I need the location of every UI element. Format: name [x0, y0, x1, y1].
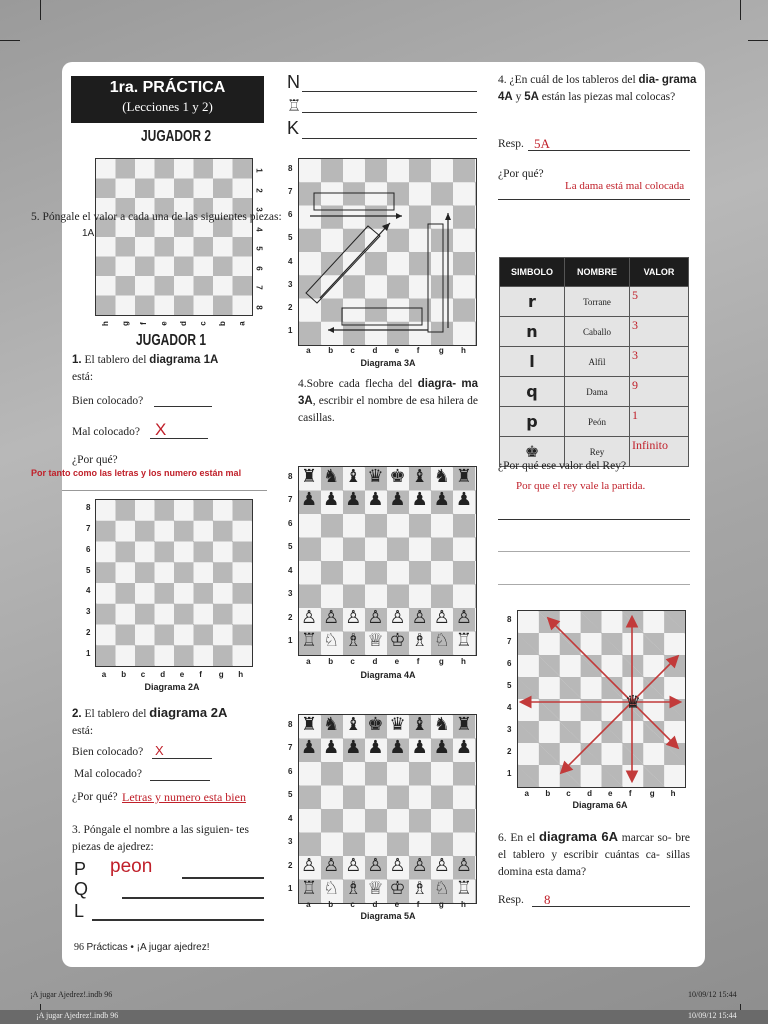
file-label: a: [237, 321, 247, 326]
diagram-1a-label: 1A: [82, 228, 95, 239]
table-header-name: NOMBRE: [565, 258, 630, 287]
chess-piece: ♙: [345, 607, 362, 628]
rank-label: 3: [254, 207, 264, 212]
rank-label: 4: [288, 813, 293, 823]
table-row: [500, 407, 689, 437]
rank-label: 2: [254, 187, 264, 193]
file-label: c: [350, 346, 355, 355]
ex1-bien-label: Bien colocado?: [72, 395, 144, 407]
chess-piece: ♟: [455, 737, 472, 758]
king-line-2[interactable]: [498, 551, 690, 552]
ex2-bien-answer: X: [155, 743, 164, 758]
legend-k-line[interactable]: [302, 138, 477, 139]
exercise-1-text: El tablero del: [84, 354, 147, 366]
chess-piece: ♙: [455, 607, 472, 628]
chess-piece: ♙: [300, 607, 318, 628]
chess-piece: ♟: [411, 489, 428, 510]
diagram-3a-arrows: [298, 158, 476, 345]
rank-label: 3: [507, 725, 512, 734]
exercise-2-text: El tablero del: [84, 708, 147, 720]
diagram-4a-label: Diagrama 4A: [360, 670, 416, 680]
ex4-why-line[interactable]: [498, 199, 690, 200]
rank-label: 6: [86, 544, 91, 554]
title-box: [71, 76, 264, 123]
ex1-why-answer: Por tanto como las letras y los numero están mal: [31, 468, 242, 478]
ex3-q-line[interactable]: [122, 897, 264, 899]
file-label: h: [460, 657, 466, 666]
chess-piece: ♕: [367, 878, 384, 899]
bottom-bar: [0, 1010, 768, 1024]
file-label: d: [160, 670, 166, 679]
ex4-resp-answer: 5A: [534, 136, 550, 151]
rank-label: 8: [507, 615, 512, 624]
file-label: c: [350, 900, 355, 909]
file-label: d: [587, 789, 592, 798]
ex3-p-label: P: [74, 859, 87, 879]
legend-k: K: [287, 118, 300, 138]
chess-piece: ♟: [345, 489, 362, 510]
ex6-bold: diagrama 6A: [539, 829, 618, 844]
diagram-2a-label: Diagrama 2A: [144, 682, 200, 692]
player1-label: JUGADOR 1: [136, 332, 207, 349]
exercise-2: [72, 704, 267, 740]
ex2-mal-label: Mal colocado?: [74, 768, 143, 780]
table-header-value: VALOR: [630, 258, 689, 287]
chess-piece: ♝: [411, 714, 428, 735]
ex1-bien-answer-line[interactable]: [154, 406, 212, 407]
crop-mark: [0, 40, 20, 41]
queen-piece: ♛: [624, 692, 642, 713]
file-label: f: [199, 670, 202, 679]
chess-piece: ♟: [411, 737, 428, 758]
chess-piece: ♚: [389, 466, 406, 487]
exercise-4: [498, 72, 698, 106]
chess-piece: ♟: [323, 737, 340, 758]
page-footer: [74, 942, 210, 953]
rank-label: 6: [288, 210, 293, 220]
ex3-p-answer: peon: [110, 856, 153, 877]
queen-move-arrows: [522, 618, 679, 780]
chess-piece: ♟: [323, 489, 340, 510]
chess-piece: ♘: [433, 878, 450, 899]
chess-piece: ♖: [455, 878, 472, 899]
rank-label: 4: [86, 586, 91, 596]
rank-2-box: [342, 308, 422, 325]
file-label: b: [217, 321, 227, 326]
ex4-why-label: ¿Por qué?: [498, 168, 544, 180]
file-label: b: [545, 789, 551, 798]
rank-label: 1: [288, 884, 293, 894]
chess-piece: ♚: [367, 714, 384, 735]
ex3-l-line[interactable]: [92, 919, 264, 921]
exercise-1: [72, 352, 267, 386]
rank-label: 2: [288, 612, 293, 622]
chess-piece: ♝: [345, 714, 362, 735]
ex4-bold3: 5A: [524, 91, 539, 103]
legend-r-line[interactable]: [302, 112, 477, 113]
chess-piece: ♖: [300, 630, 318, 651]
chess-piece: ♘: [323, 878, 340, 899]
chess-piece: ♞: [323, 714, 340, 735]
table-body: [500, 287, 689, 467]
chess-piece: ♙: [323, 855, 340, 876]
chess-piece: ♜: [300, 714, 318, 735]
crop-mark: [740, 0, 741, 20]
chess-piece: ♘: [433, 630, 450, 651]
chess-piece: ♙: [367, 607, 384, 628]
file-label: g: [438, 346, 444, 355]
diagram-6a-queen-moves: [517, 610, 685, 787]
file-label: d: [372, 657, 378, 666]
file-label: h: [670, 789, 676, 798]
file-label: f: [138, 322, 148, 325]
rank-label: 5: [288, 542, 293, 552]
diagram-2a-board: [95, 499, 253, 667]
chess-piece: ♗: [345, 878, 362, 899]
chess-piece: ♛: [367, 466, 384, 487]
chess-piece: ♞: [433, 466, 450, 487]
file-label: g: [438, 900, 444, 909]
file-label: e: [394, 346, 400, 355]
legend-n-line[interactable]: [302, 91, 477, 92]
exercise-6: [498, 828, 690, 881]
divider: [62, 490, 267, 491]
rank-label: 2: [507, 747, 512, 756]
file-label: c: [140, 670, 146, 679]
chess-piece: ♟: [455, 489, 472, 510]
file-label: e: [394, 657, 400, 666]
file-label: d: [372, 900, 378, 909]
chess-piece: ♔: [389, 878, 406, 899]
king-line-3[interactable]: [498, 584, 690, 585]
page-number: 96: [74, 942, 84, 953]
exercise-1-number: 1.: [72, 354, 82, 366]
chess-piece: ♙: [411, 855, 428, 876]
rook-icon: ♖: [287, 96, 302, 115]
ex1-mal-label: Mal colocado?: [72, 426, 141, 438]
piece-symbol: l: [500, 347, 565, 377]
ex4-text2: están las piezas mal colocas?: [541, 91, 676, 103]
chess-piece: ♟: [389, 737, 406, 758]
file-label: a: [101, 670, 107, 679]
ex4-why-answer: La dama está mal colocada: [565, 180, 685, 192]
file-f-box: [428, 224, 443, 332]
piece-value-table: [499, 257, 689, 467]
ex2-why-answer: Letras y numero esta bien: [122, 790, 246, 804]
file-label: h: [238, 670, 244, 679]
chess-piece: ♗: [411, 878, 428, 899]
piece-name: Torrane: [565, 287, 630, 317]
ex2-why-label: ¿Por qué?: [72, 791, 118, 803]
ex4-text-mid: y: [515, 91, 522, 103]
file-label: e: [394, 900, 400, 909]
chess-piece: ♞: [323, 466, 340, 487]
rank-label: 7: [507, 637, 512, 646]
ex2-mal-answer-line[interactable]: [150, 780, 210, 781]
table-header-symbol: SIMBOLO: [500, 258, 565, 287]
file-label: c: [566, 789, 571, 798]
chess-piece: ♟: [433, 489, 450, 510]
file-label: c: [198, 321, 208, 326]
rank-label: 6: [288, 766, 293, 776]
file-label: f: [628, 789, 632, 798]
rank-label: 4: [254, 226, 264, 232]
ex4a-text: 4.Sobre cada flecha del: [298, 378, 413, 390]
ex4a-bold2: ma 3A: [298, 378, 479, 407]
rank-label: 8: [288, 163, 293, 173]
rank-label: 5: [288, 233, 293, 243]
file-label: a: [306, 346, 311, 355]
table-row: [500, 347, 689, 377]
chess-piece: ♛: [389, 714, 406, 735]
piece-name: Dama: [565, 377, 630, 407]
chess-piece: ♟: [300, 737, 318, 758]
ex6-resp-line[interactable]: [532, 906, 690, 907]
file-label: a: [306, 657, 311, 666]
legend-n: N: [287, 72, 300, 92]
file-label: b: [328, 346, 334, 355]
diagram-6a-label: Diagrama 6A: [572, 800, 628, 810]
chess-piece: ♙: [411, 607, 428, 628]
ex4a-text2: , escribir el nombre de esa hilera de casillas.: [298, 395, 478, 424]
rank-label: 6: [288, 518, 293, 528]
rank-label: 1: [288, 636, 293, 646]
file-label: h: [460, 900, 466, 909]
piece-symbol: ♚: [500, 437, 565, 467]
file-label: g: [438, 657, 444, 666]
chess-piece: ♟: [367, 737, 384, 758]
slug-date: 10/09/12 15:44: [688, 990, 737, 999]
ex1-mal-answer: X: [155, 420, 167, 439]
file-label: c: [350, 657, 355, 666]
chess-piece: ♗: [411, 630, 428, 651]
chess-piece: ♟: [367, 489, 384, 510]
rank-label: 2: [288, 860, 293, 870]
rank-label: 3: [288, 589, 293, 599]
rank-label: 8: [288, 719, 293, 729]
file-label: a: [306, 900, 311, 909]
chess-piece: ♖: [455, 630, 472, 651]
ex4-text: 4. ¿En cuál de los tableros del: [498, 74, 636, 86]
file-label: g: [218, 670, 224, 679]
exercise-5-text: 5. Póngale el valor a cada una de las siguientes piezas:: [31, 211, 282, 223]
worksheet-page: [31, 62, 705, 967]
piece-value[interactable]: 9: [630, 377, 689, 407]
chess-piece: ♖: [300, 878, 318, 899]
arrowhead: [396, 213, 402, 219]
rank-label: 5: [288, 790, 293, 800]
slug-date-2: 10/09/12 15:44: [688, 1011, 737, 1020]
ex4-bold: dia-: [638, 74, 659, 86]
ex2-bien-answer-line[interactable]: [152, 758, 212, 759]
chess-piece: ♜: [300, 466, 318, 487]
king-answer: Por que el rey vale la partida.: [516, 480, 646, 492]
ex6-resp-answer: 8: [544, 892, 551, 907]
file-label: b: [328, 657, 334, 666]
file-label: f: [416, 346, 420, 355]
king-line-1[interactable]: [498, 519, 690, 520]
file-label: d: [178, 321, 188, 326]
crop-mark: [40, 0, 41, 20]
chess-piece: ♔: [389, 630, 406, 651]
rank-label: 1: [254, 168, 264, 173]
king-question: ¿Por qué ese valor del Rey?: [498, 460, 627, 472]
chess-piece: ♕: [367, 630, 384, 651]
file-label: e: [607, 789, 613, 798]
rank-label: 4: [288, 256, 293, 266]
table-row: [500, 377, 689, 407]
chess-piece: ♙: [367, 855, 384, 876]
slug-file-2: ¡A jugar Ajedrez!.indb 96: [36, 1011, 119, 1020]
page-subtitle: (Lecciones 1 y 2): [122, 99, 213, 114]
file-label: g: [120, 321, 130, 326]
file-label: h: [460, 346, 466, 355]
file-label: b: [121, 670, 127, 679]
chess-piece: ♙: [389, 607, 406, 628]
file-label: b: [328, 900, 334, 909]
slug-file: ¡A jugar Ajedrez!.indb 96: [30, 990, 113, 999]
rank-label: 7: [288, 186, 293, 196]
piece-value[interactable]: Infinito: [630, 437, 689, 467]
rank-label: 5: [507, 681, 512, 690]
chess-piece: ♙: [389, 855, 406, 876]
piece-value[interactable]: 3: [630, 317, 689, 347]
piece-name: Alfil: [565, 347, 630, 377]
chess-piece: ♞: [433, 714, 450, 735]
chess-piece: ♙: [455, 855, 472, 876]
chess-piece: ♟: [345, 737, 362, 758]
file-label: e: [159, 321, 169, 326]
file-label: g: [649, 789, 655, 798]
rank-label: 1: [86, 648, 91, 658]
piece-name: Caballo: [565, 317, 630, 347]
rank-label: 7: [86, 524, 91, 534]
rank-label: 7: [254, 285, 264, 290]
file-label: d: [372, 346, 378, 355]
piece-symbol: n: [500, 317, 565, 347]
rank-label: 2: [288, 303, 293, 313]
rank-7-box: [314, 193, 394, 210]
rank-label: 3: [86, 607, 91, 617]
ex4a-bold: diagra-: [417, 378, 457, 390]
chess-piece: ♗: [345, 630, 362, 651]
chess-piece: ♝: [411, 466, 428, 487]
chess-piece: ♟: [300, 489, 318, 510]
exercise-3-text: 3. Póngale el nombre a las siguien- tes piezas de ajedrez:: [72, 824, 249, 853]
piece-value[interactable]: 5: [630, 287, 689, 317]
exercise-2-text2: está:: [72, 725, 94, 737]
ex2-bien-label: Bien colocado?: [72, 746, 144, 758]
file-label: e: [179, 670, 185, 679]
exercise-1-bold: diagrama 1A: [149, 354, 219, 366]
ex1-why-label: ¿Por qué?: [72, 454, 118, 466]
exercise-2-number: 2.: [72, 708, 82, 720]
diagonal-arrow: [320, 223, 390, 298]
diagram-3a-label: Diagrama 3A: [360, 358, 416, 368]
rank-label: 8: [86, 503, 91, 513]
rank-label: 7: [288, 743, 293, 753]
file-label: a: [524, 789, 529, 798]
arrowhead: [328, 327, 334, 333]
chess-piece: ♙: [300, 855, 318, 876]
rank-label: 2: [86, 627, 91, 637]
exercise-1-text2: está:: [72, 371, 94, 383]
rank-label: 8: [288, 471, 293, 481]
piece-symbol: p: [500, 407, 565, 437]
ex4-resp-line[interactable]: [528, 150, 690, 151]
footer-text: Prácticas • ¡A jugar ajedrez!: [86, 942, 210, 953]
rank-label: 6: [507, 659, 512, 668]
chess-piece: ♟: [389, 489, 406, 510]
exercise-4-arrows: [298, 376, 478, 427]
page-title: 1ra. PRÁCTICA: [109, 79, 226, 96]
rank-label: 3: [288, 837, 293, 847]
ex6-resp-label: Resp.: [498, 894, 524, 906]
chess-piece: ♙: [345, 855, 362, 876]
table-row: [500, 287, 689, 317]
piece-value[interactable]: 1: [630, 407, 689, 437]
rank-label: 1: [507, 769, 512, 778]
rank-label: 5: [254, 246, 264, 251]
chess-piece: ♙: [323, 607, 340, 628]
rank-label: 6: [254, 265, 264, 271]
table-row: [500, 317, 689, 347]
ex3-l-label: L: [74, 901, 85, 921]
chess-piece: ♙: [433, 855, 450, 876]
diagram-1a-board: [95, 158, 253, 316]
piece-symbol: q: [500, 377, 565, 407]
ex3-q-label: Q: [74, 879, 89, 899]
chess-piece: ♜: [455, 714, 472, 735]
file-label: h: [100, 321, 110, 326]
ex4-bold2: grama 4A: [498, 74, 697, 103]
ex3-p-line[interactable]: [182, 877, 264, 879]
rank-label: 4: [288, 565, 293, 575]
rank-label: 7: [288, 495, 293, 505]
chess-piece: ♙: [433, 607, 450, 628]
rank-label: 3: [288, 279, 293, 289]
arrowhead: [445, 213, 451, 220]
piece-name: Rey: [565, 437, 630, 467]
rank-label: 5: [86, 565, 91, 575]
chess-piece: ♝: [345, 466, 362, 487]
piece-name: Peón: [565, 407, 630, 437]
rank-label: 8: [254, 304, 264, 310]
diagonal-box: [306, 226, 380, 303]
diagram-5a-label: Diagrama 5A: [360, 911, 416, 921]
chess-piece: ♘: [323, 630, 340, 651]
ex6-text2: marcar so- bre el tablero y escribir cuántas ca- sillas domina esta dama?: [498, 832, 690, 878]
chess-piece: ♟: [433, 737, 450, 758]
piece-symbol: r: [500, 287, 565, 317]
rank-label: 4: [507, 703, 512, 712]
exercise-2-bold: diagrama 2A: [149, 705, 228, 720]
chess-piece: ♜: [455, 466, 472, 487]
ex4-resp-label: Resp.: [498, 138, 524, 150]
piece-value[interactable]: 3: [630, 347, 689, 377]
crop-mark: [748, 40, 768, 41]
rank-label: 1: [288, 326, 293, 336]
file-label: f: [416, 900, 420, 909]
player2-label: JUGADOR 2: [141, 128, 212, 145]
ex6-text: 6. En el: [498, 832, 536, 844]
file-label: f: [416, 657, 420, 666]
